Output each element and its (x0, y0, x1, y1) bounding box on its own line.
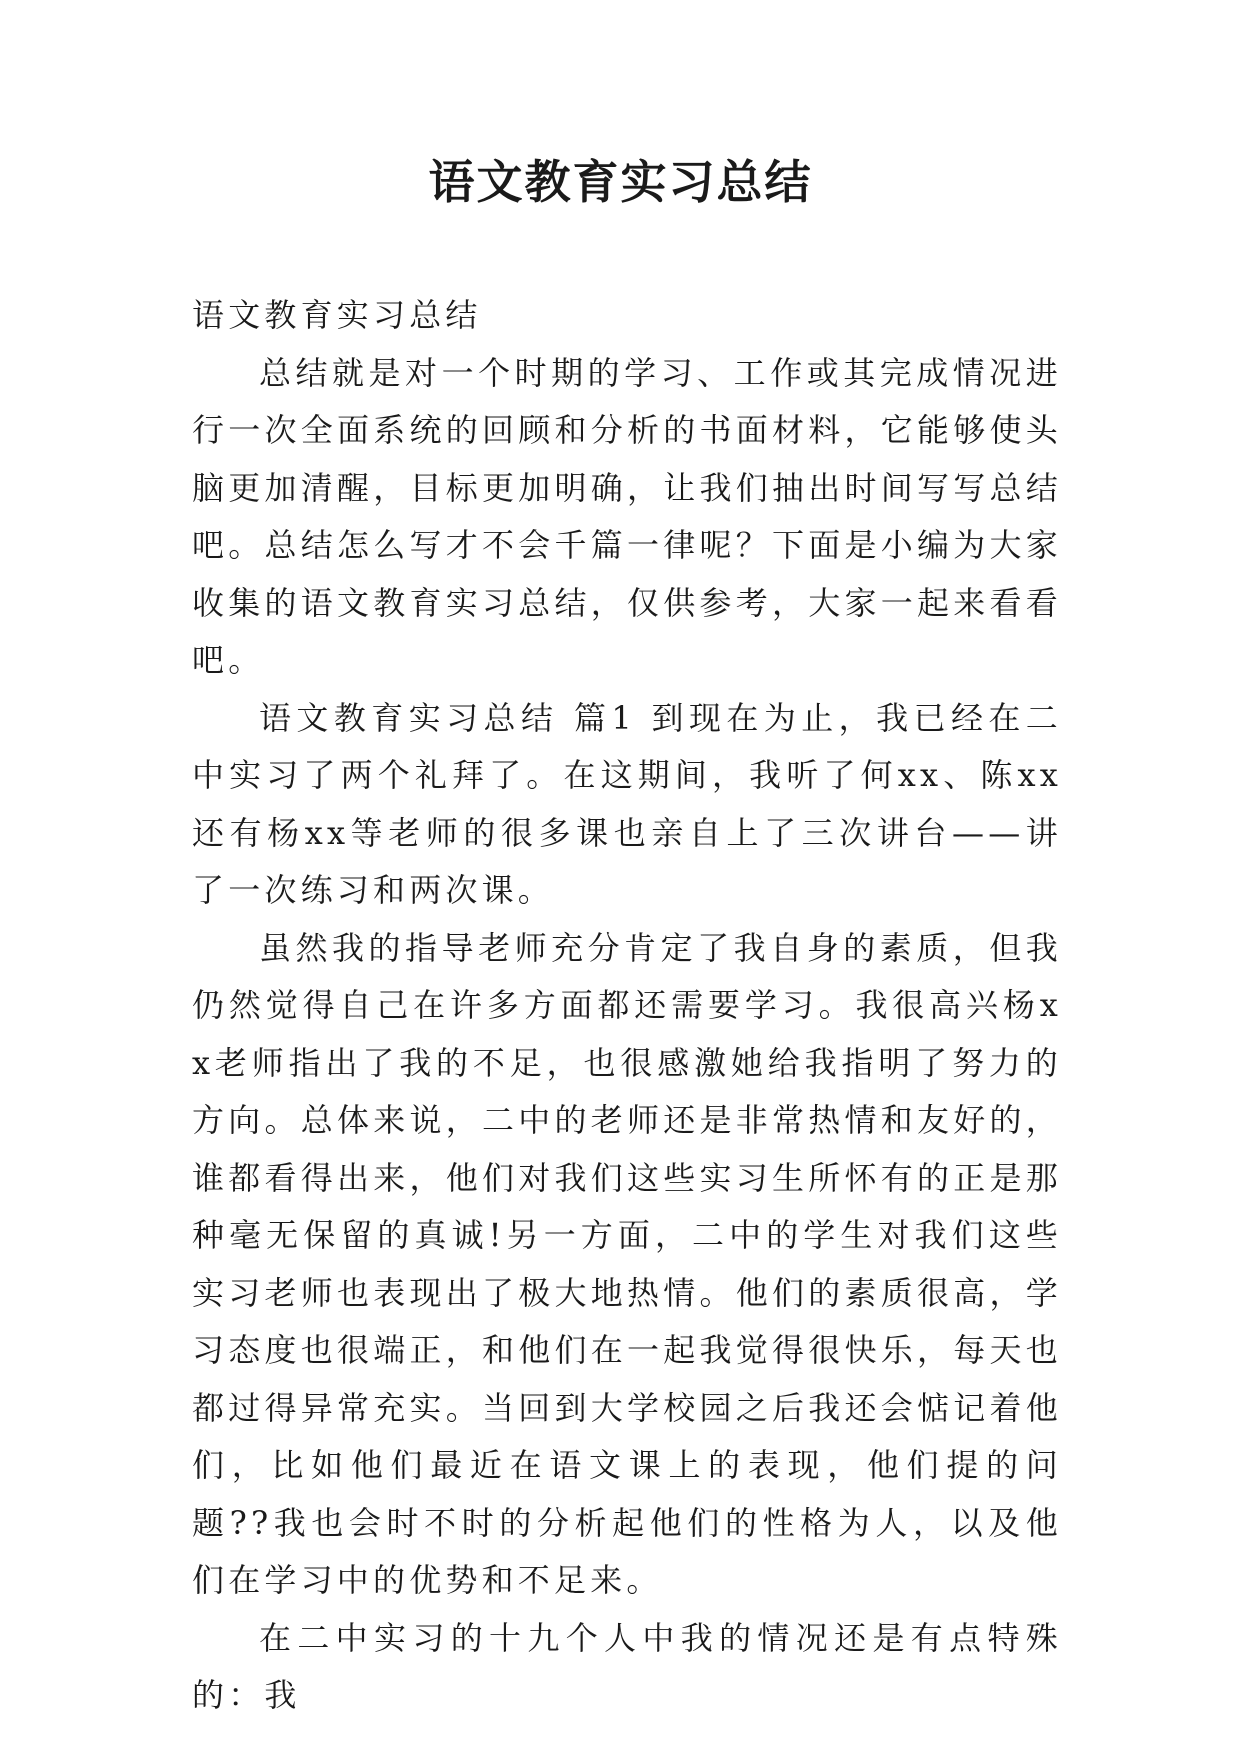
document-body (192, 287, 1062, 1725)
subtitle-paragraph: 语文教育实习总结 (192, 296, 482, 334)
document-title: 语文教育实习总结 (428, 155, 813, 209)
section-1-paragraph: 语文教育实习总结 篇1 到现在为止，我已经在二中实习了两个礼拜了。在这期间，我听了何xx、陈xx还有杨xx等老师的很多课也亲自上了三次讲台——讲了一次练习和两次课。 (192, 698, 1062, 909)
closing-paragraph: 在二中实习的十九个人中我的情况还是有点特殊的：我 (192, 1618, 1062, 1714)
body-paragraph: 虽然我的指导老师充分肯定了我自身的素质，但我仍然觉得自己在许多方面都还需要学习。我很高兴杨xx老师指出了我的不足，也很感激她给我指明了努力的方向。总体来说，二中的老师还是非常热情和友好的，谁都看得出来，他们对我们这些实习生所怀有的正是那种毫无保留的真诚!另一方面，二中的学生对我们这些实习老师也表现出了极大地热情。他们的素质很高，学习态度也很端正，和他们在一起我觉得很快乐，每天也都过得异常充实。当回到大学校园之后我还会惦记着他们，比如他们最近在语文课上的表现，他们提的问题??我也会时不时的分析起他们的性格为人，以及他们在学习中的优势和不足来。 (192, 928, 1062, 1599)
intro-paragraph: 总结就是对一个时期的学习、工作或其完成情况进行一次全面系统的回顾和分析的书面材料，它能够使头脑更加清醒，目标更加明确，让我们抽出时间写写总结吧。总结怎么写才不会千篇一律呢？下面是小编为大家收集的语文教育实习总结，仅供参考，大家一起来看看吧。 (192, 353, 1062, 679)
